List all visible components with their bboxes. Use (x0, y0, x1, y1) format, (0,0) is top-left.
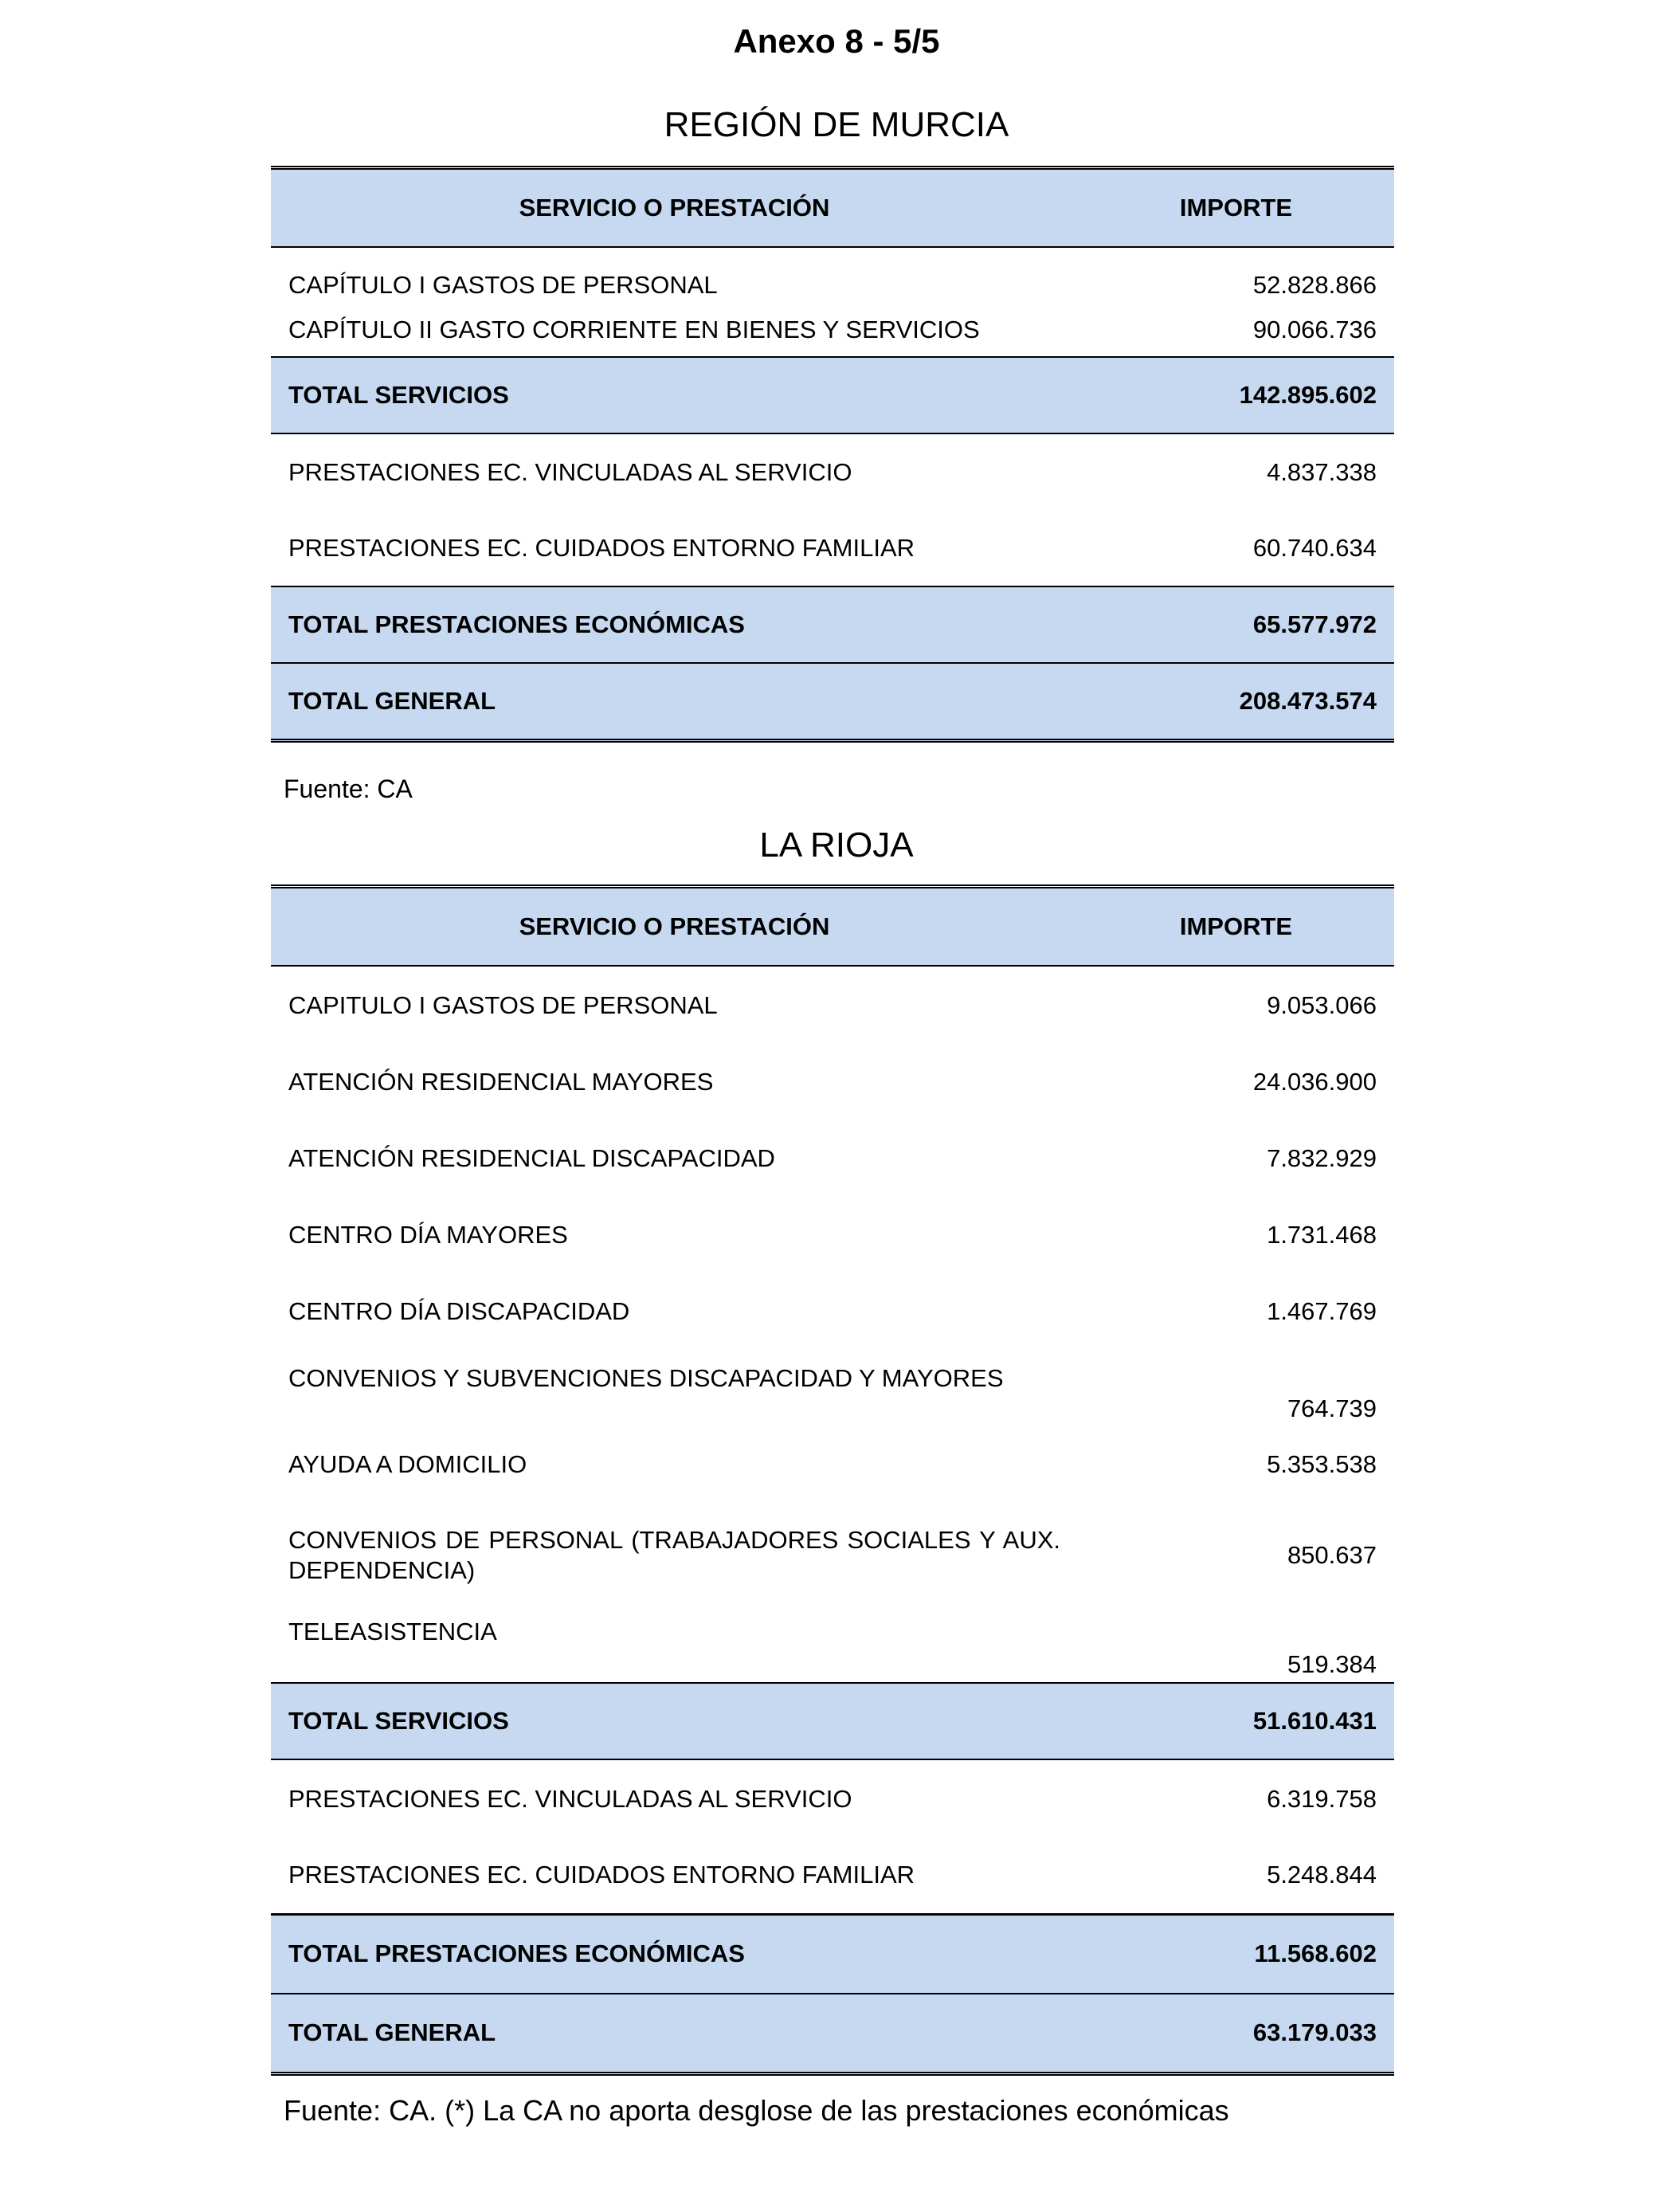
row-label: PRESTACIONES EC. CUIDADOS ENTORNO FAMILIAR (271, 1837, 1078, 1914)
row-label: CENTRO DÍA DISCAPACIDAD (271, 1273, 1078, 1350)
row-label: ATENCIÓN RESIDENCIAL DISCAPACIDAD (271, 1120, 1078, 1197)
row-label: CAPITULO I GASTOS DE PERSONAL (271, 966, 1078, 1044)
row-value: 9.053.066 (1078, 966, 1394, 1044)
row-label: CONVENIOS DE PERSONAL (TRABAJADORES SOCIALES Y AUX. DEPENDENCIA) (271, 1503, 1078, 1608)
table-row (271, 510, 1394, 586)
row-value: 850.637 (1078, 1503, 1394, 1608)
row-label: ATENCIÓN RESIDENCIAL MAYORES (271, 1044, 1078, 1120)
total-label: TOTAL SERVICIOS (271, 1683, 1078, 1759)
header-amount: IMPORTE (1078, 887, 1394, 967)
page-title: Anexo 8 - 5/5 (733, 22, 940, 60)
total-row (271, 357, 1394, 433)
row-value: 5.353.538 (1078, 1426, 1394, 1503)
grand-total-label: TOTAL GENERAL (271, 663, 1078, 741)
murcia-source: Fuente: CA (284, 775, 413, 803)
grand-total-row (271, 663, 1394, 741)
row-value: 1.467.769 (1078, 1273, 1394, 1350)
grand-total-label: TOTAL GENERAL (271, 1994, 1078, 2073)
grand-total-row (271, 1994, 1394, 2073)
row-value: 24.036.900 (1078, 1044, 1394, 1120)
row-value: 52.828.866 (1078, 247, 1394, 303)
row-value: 764.739 (1078, 1350, 1394, 1426)
row-label: TELEASISTENCIA (271, 1608, 1078, 1683)
table-row (271, 1273, 1394, 1350)
row-value: 6.319.758 (1078, 1759, 1394, 1837)
table-row (271, 1426, 1394, 1503)
header-amount: IMPORTE (1078, 168, 1394, 248)
row-value: 60.740.634 (1078, 510, 1394, 586)
table-row (271, 433, 1394, 510)
rioja-title: LA RIOJA (759, 826, 914, 865)
total-row (271, 586, 1394, 663)
row-value: 519.384 (1078, 1608, 1394, 1683)
table-row (271, 1759, 1394, 1837)
table-row (271, 247, 1394, 303)
table-row (271, 1120, 1394, 1197)
row-label: PRESTACIONES EC. VINCULADAS AL SERVICIO (271, 433, 1078, 510)
row-value: 1.731.468 (1078, 1197, 1394, 1273)
row-value: 5.248.844 (1078, 1837, 1394, 1914)
total-row (271, 1914, 1394, 1994)
table-row (271, 1503, 1394, 1608)
row-label: PRESTACIONES EC. CUIDADOS ENTORNO FAMILIAR (271, 510, 1078, 586)
total-value: 11.568.602 (1078, 1914, 1394, 1994)
row-label: CENTRO DÍA MAYORES (271, 1197, 1078, 1273)
table-row (271, 1197, 1394, 1273)
row-value: 7.832.929 (1078, 1120, 1394, 1197)
total-label: TOTAL PRESTACIONES ECONÓMICAS (271, 586, 1078, 663)
grand-total-value: 63.179.033 (1078, 1994, 1394, 2073)
total-label: TOTAL SERVICIOS (271, 357, 1078, 433)
table-row (271, 303, 1394, 357)
header-service: SERVICIO O PRESTACIÓN (271, 887, 1078, 967)
total-label: TOTAL PRESTACIONES ECONÓMICAS (271, 1914, 1078, 1994)
total-row (271, 1683, 1394, 1759)
table-header (271, 887, 1394, 967)
table-header (271, 168, 1394, 248)
row-label: AYUDA A DOMICILIO (271, 1426, 1078, 1503)
total-value: 142.895.602 (1078, 357, 1394, 433)
table-row (271, 1608, 1394, 1683)
row-value: 4.837.338 (1078, 433, 1394, 510)
row-value: 90.066.736 (1078, 303, 1394, 357)
grand-total-value: 208.473.574 (1078, 663, 1394, 741)
table-row (271, 1350, 1394, 1426)
rioja-table (271, 884, 1394, 2076)
row-label: CAPÍTULO I GASTOS DE PERSONAL (271, 247, 1078, 303)
rioja-source: Fuente: CA. (*) La CA no aporta desglose de las prestaciones económicas (284, 2094, 1229, 2127)
row-label: CAPÍTULO II GASTO CORRIENTE EN BIENES Y SERVICIOS (271, 303, 1078, 357)
murcia-title: REGIÓN DE MURCIA (664, 105, 1009, 144)
table-row (271, 1044, 1394, 1120)
total-value: 65.577.972 (1078, 586, 1394, 663)
row-label: PRESTACIONES EC. VINCULADAS AL SERVICIO (271, 1759, 1078, 1837)
murcia-table (271, 166, 1394, 743)
table-row (271, 1837, 1394, 1914)
table-row (271, 966, 1394, 1044)
total-value: 51.610.431 (1078, 1683, 1394, 1759)
header-service: SERVICIO O PRESTACIÓN (271, 168, 1078, 248)
row-label: CONVENIOS Y SUBVENCIONES DISCAPACIDAD Y MAYORES (271, 1350, 1078, 1426)
